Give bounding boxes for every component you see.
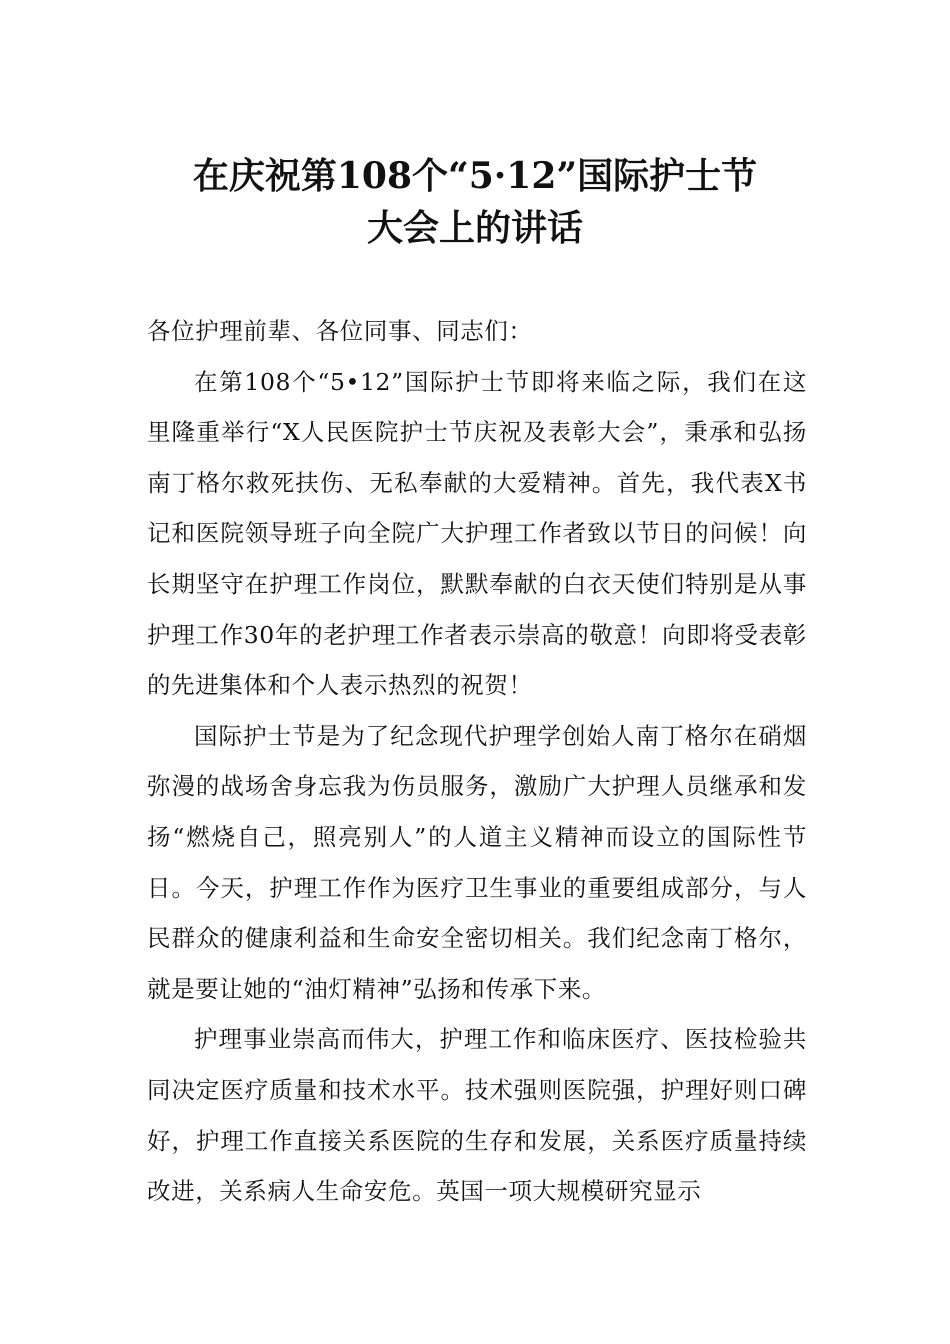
- paragraph-2: 国际护士节是为了纪念现代护理学创始人南丁格尔在硝烟弥漫的战场舍身忘我为伤员服务，激励广大护理人员继承和发扬“燃烧自己，照亮别人”的人道主义精神而设立的国际性节日。今天，护理工作作为医疗卫生事业的重要组成部分，与人民群众的健康利益和生命安全密切相关。我们纪念南丁格尔，就是要让她的“油灯精神”弘扬和传承下来。: [147, 721, 807, 1003]
- speech-body: [147, 306, 807, 1217]
- paragraph-3: 护理事业崇高而伟大，护理工作和临床医疗、医技检验共同决定医疗质量和技术水平。技术强则医院强，护理好则口碑好，护理工作直接关系医院的生存和发展，关系医疗质量持续改进，关系病人生命安危。英国一项大规模研究显示: [147, 1025, 807, 1206]
- paragraph-1: 在第108个“5•12”国际护士节即将来临之际，我们在这里隆重举行“X人民医院护士节庆祝及表彰大会”，秉承和弘扬南丁格尔救死扶伤、无私奉献的大爱精神。首先，我代表X书记和医院领导班子向全院广大护理工作者致以节日的问候！向长期坚守在护理工作岗位，默默奉献的白衣天使们特别是从事护理工作30年的老护理工作者表示崇高的敬意！向即将受表彰的先进集体和个人表示热烈的祝贺！: [147, 367, 807, 700]
- title-line-2: 大会上的讲话: [366, 207, 583, 249]
- salutation: 各位护理前辈、各位同事、同志们：: [147, 317, 533, 345]
- speech-title: [0, 150, 950, 254]
- title-line-1: 在庆祝第108个“5·12”国际护士节: [192, 155, 758, 197]
